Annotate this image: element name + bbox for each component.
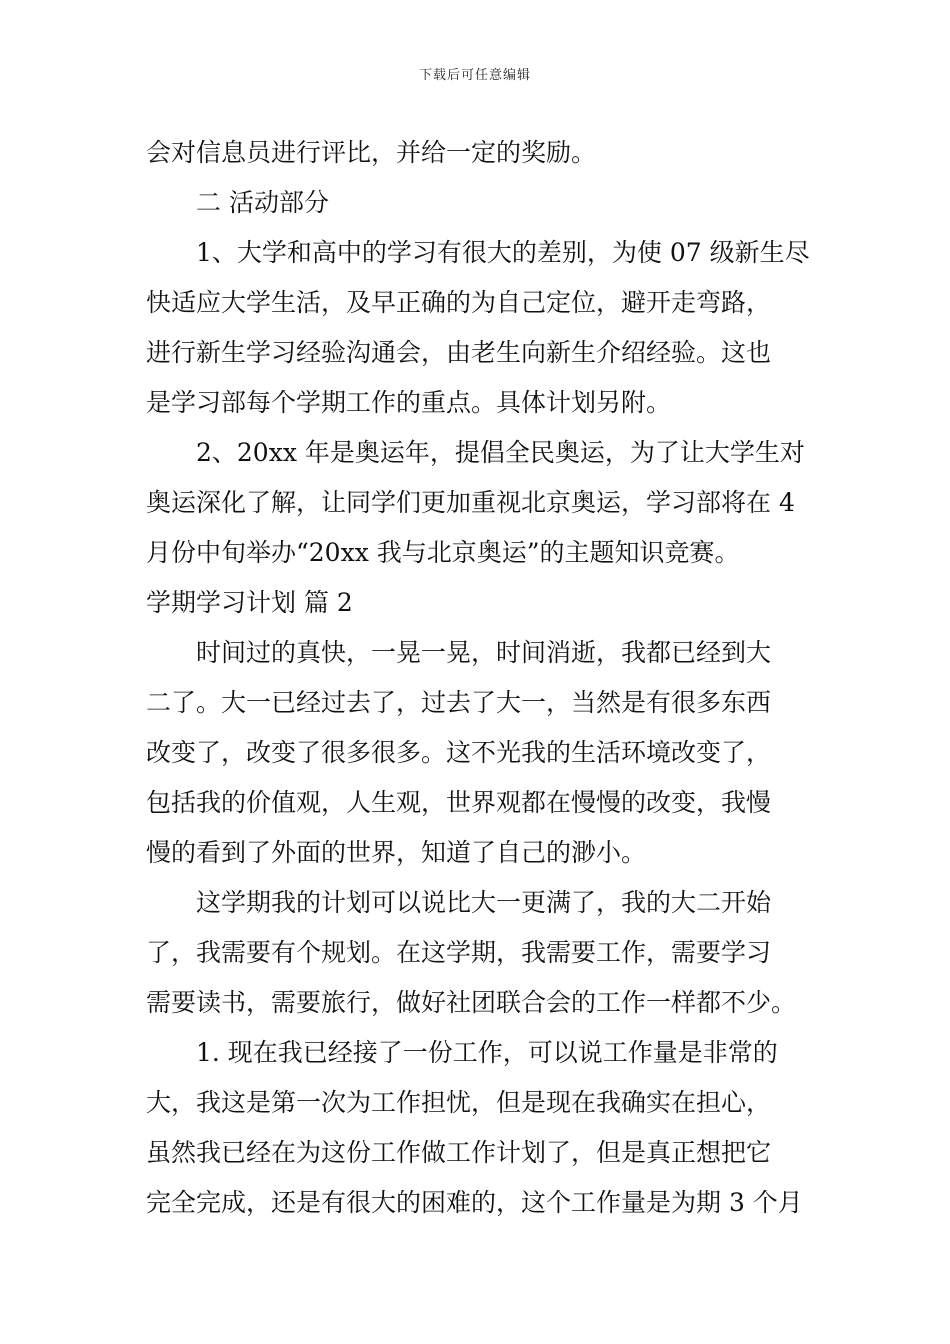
article-title: 学期学习计划 篇 2 bbox=[146, 588, 353, 617]
text-line: 大，我这是第一次为工作担忧，但是现在我确实在担心， bbox=[146, 1088, 772, 1117]
page-header: 下载后可任意编辑 bbox=[418, 68, 531, 83]
text-line: 是学习部每个学期工作的重点。具体计划另附。 bbox=[146, 388, 672, 417]
text-line: 2、20xx 年是奥运年，提倡全民奥运，为了让大学生对 bbox=[196, 438, 805, 467]
text-line: 虽然我已经在为这份工作做工作计划了，但是真正想把它 bbox=[146, 1138, 772, 1167]
text-line: 需要读书，需要旅行，做好社团联合会的工作一样都不少。 bbox=[146, 988, 797, 1017]
text-line: 了，我需要有个规划。在这学期，我需要工作，需要学习 bbox=[146, 938, 772, 967]
text-line: 1、大学和高中的学习有很大的差别，为使 07 级新生尽 bbox=[196, 238, 810, 267]
text-line: 时间过的真快，一晃一晃，时间消逝，我都已经到大 bbox=[196, 638, 772, 667]
text-line: 月份中旬举办“20xx 我与北京奥运”的主题知识竞赛。 bbox=[146, 538, 740, 567]
text-line: 这学期我的计划可以说比大一更满了，我的大二开始 bbox=[196, 888, 772, 917]
text-line: 会对信息员进行评比，并给一定的奖励。 bbox=[146, 138, 597, 167]
text-line: 包括我的价值观，人生观，世界观都在慢慢的改变，我慢 bbox=[146, 788, 772, 817]
text-line: 慢的看到了外面的世界，知道了自己的渺小。 bbox=[146, 838, 647, 867]
text-line: 快适应大学生活，及早正确的为自己定位，避开走弯路， bbox=[146, 288, 772, 317]
document-body bbox=[146, 128, 812, 1228]
text-line: 完全完成，还是有很大的困难的，这个工作量是为期 3 个月 bbox=[146, 1188, 803, 1217]
section-heading: 二 活动部分 bbox=[196, 188, 329, 217]
text-line: 奥运深化了解，让同学们更加重视北京奥运，学习部将在 4 bbox=[146, 488, 795, 517]
text-line: 改变了，改变了很多很多。这不光我的生活环境改变了， bbox=[146, 738, 772, 767]
text-line: 进行新生学习经验沟通会，由老生向新生介绍经验。这也 bbox=[146, 338, 772, 367]
text-line: 1. 现在我已经接了一份工作，可以说工作量是非常的 bbox=[196, 1038, 778, 1067]
text-line: 二了。大一已经过去了，过去了大一，当然是有很多东西 bbox=[146, 688, 772, 717]
